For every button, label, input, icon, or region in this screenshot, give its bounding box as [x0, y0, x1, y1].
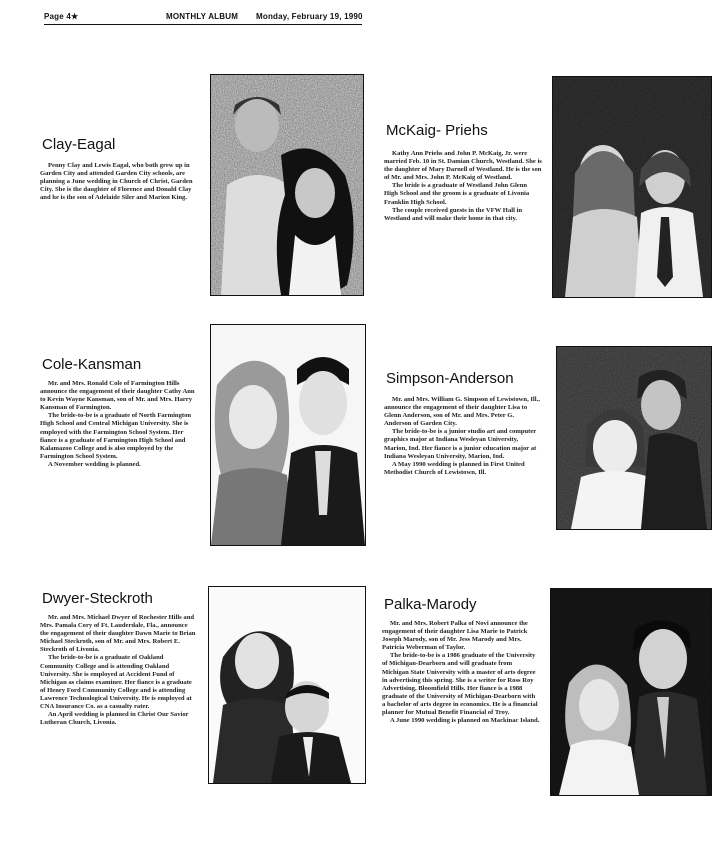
paragraph: Mr. and Mrs. Ronald Cole of Farmington Hills announce the engagement of their daughter Cathy Ann to Kevin Wayne Kansman, son of Mr. and Mrs. Harry Kansman of Farmington. — [40, 380, 195, 412]
couple-photo — [210, 74, 364, 296]
announcement-body — [384, 150, 542, 223]
issue-date: Monday, February 19, 1990 — [256, 12, 363, 21]
couple-photo — [208, 586, 366, 784]
announcement-title: Simpson-Anderson — [386, 370, 514, 387]
paragraph: Mr. and Mrs. Michael Dwyer of Rochester Hills and Mrs. Pamala Cory of Ft. Lauderdale, Fla., announce the engagement of their daughter Dawn Marie to Brian Michael Steckroth, son of Mr. and Mrs. Robert E. Steckroth of Livonia. — [40, 614, 196, 654]
paragraph: The bride-to-be is a 1986 graduate of the University of Michigan-Dearborn and will graduate from Michigan State University with a master of arts degree in advertising this spring. She is a writer for Ross Roy Advertising, Bloomfield Hills. Her fiance is a 1988 graduate of the University of Michigan-Dearborn with a bachelor of arts degree in economics. He is a financial planner for Mutual Benefit Financial of Troy. — [382, 652, 538, 717]
announcement-body — [382, 620, 540, 725]
couple-photo — [210, 324, 366, 546]
paragraph: Mr. and Mrs. William G. Simpson of Lewistown, Ill., announce the engagement of their daughter Lisa to Glenn Anderson, son of Mr. and Mrs. Peter G. Anderson of Garden City. — [384, 396, 540, 428]
paragraph: The bride-to-be is a graduate of North Farmington High School and Central Michigan University. She is employed with the Farmington School System. Her fiance is a graduate of Farmington High School and Kalamazoo College and is also employed by the Farmington School System. — [40, 412, 192, 460]
section-name: MONTHLY ALBUM — [166, 12, 239, 21]
paragraph: A June 1990 wedding is planned on Mackinac Island. — [390, 717, 540, 725]
announcement-title: McKaig- Priehs — [386, 122, 488, 139]
paragraph: An April wedding is planned in Christ Our Savior Lutheran Church, Livonia. — [40, 711, 189, 727]
announcement-title: Clay-Eagal — [42, 136, 116, 153]
announcement-title: Palka-Marody — [384, 596, 477, 613]
page-number: Page 4★ — [44, 12, 79, 21]
announcement-body — [384, 396, 542, 477]
paragraph: A May 1990 wedding is planned in First United Methodist Church of Lewistown, Ill. — [384, 460, 525, 476]
paragraph: The bride-to-be is a junior studio art and computer graphics major at Indiana Wesleyan University, Marion, Ind. Her fiance is a junior education major at Indiana Wesleyan University, Marion, Ind. — [384, 428, 537, 460]
paragraph: Kathy Ann Priehs and John P. McKaig, Jr. were married Feb. 10 in St. Damian Church, Westland. She is the daughter of Mary Darnell of Westland. He is the son of Mr. and Mrs. John P. McKaig of Westland. — [384, 150, 542, 182]
announcement-title: Cole-Kansman — [42, 356, 142, 373]
announcement-body — [40, 614, 196, 727]
paragraph: The bride-to-be is a graduate of Oakland Community College and is attending Oakland University. She is employed at Accident Fund of Michigan as claims examiner. Her fiance is a graduate of Henry Ford Community College and is attending Lawrence Technological University. He is employed at CNA Insurance Co. as a casualty rater. — [40, 654, 192, 711]
paragraph: Penny Clay and Lewis Eagal, who both grew up in Garden City and attended Garden City schools, are planning a June wedding in Church of Christ, Garden City. She is the daughter of Florence and Donald Clay and he is the son of Adelaide Siler and Marion King. — [40, 162, 193, 202]
announcement-body — [40, 162, 196, 202]
couple-photo — [552, 76, 712, 298]
paragraph: A November wedding is planned. — [48, 460, 141, 468]
paragraph: Mr. and Mrs. Robert Palka of Novi announce the engagement of their daughter Lisa Marie to Patrick Joseph Marody, son of Mr. Jess Marody and Mrs. Patricia Weberman of Taylor. — [382, 620, 528, 652]
page-header — [44, 10, 362, 25]
announcement-title: Dwyer-Steckroth — [42, 590, 153, 607]
paragraph: The bride is a graduate of Westland John Glenn High School and the groom is a graduate of Livonia Franklin High School. — [384, 182, 530, 206]
couple-photo — [550, 588, 712, 796]
couple-photo — [556, 346, 712, 530]
announcement-body — [40, 380, 196, 469]
paragraph: The couple received guests in the VFW Hall in Westland and will make their home in that city. — [384, 206, 523, 222]
